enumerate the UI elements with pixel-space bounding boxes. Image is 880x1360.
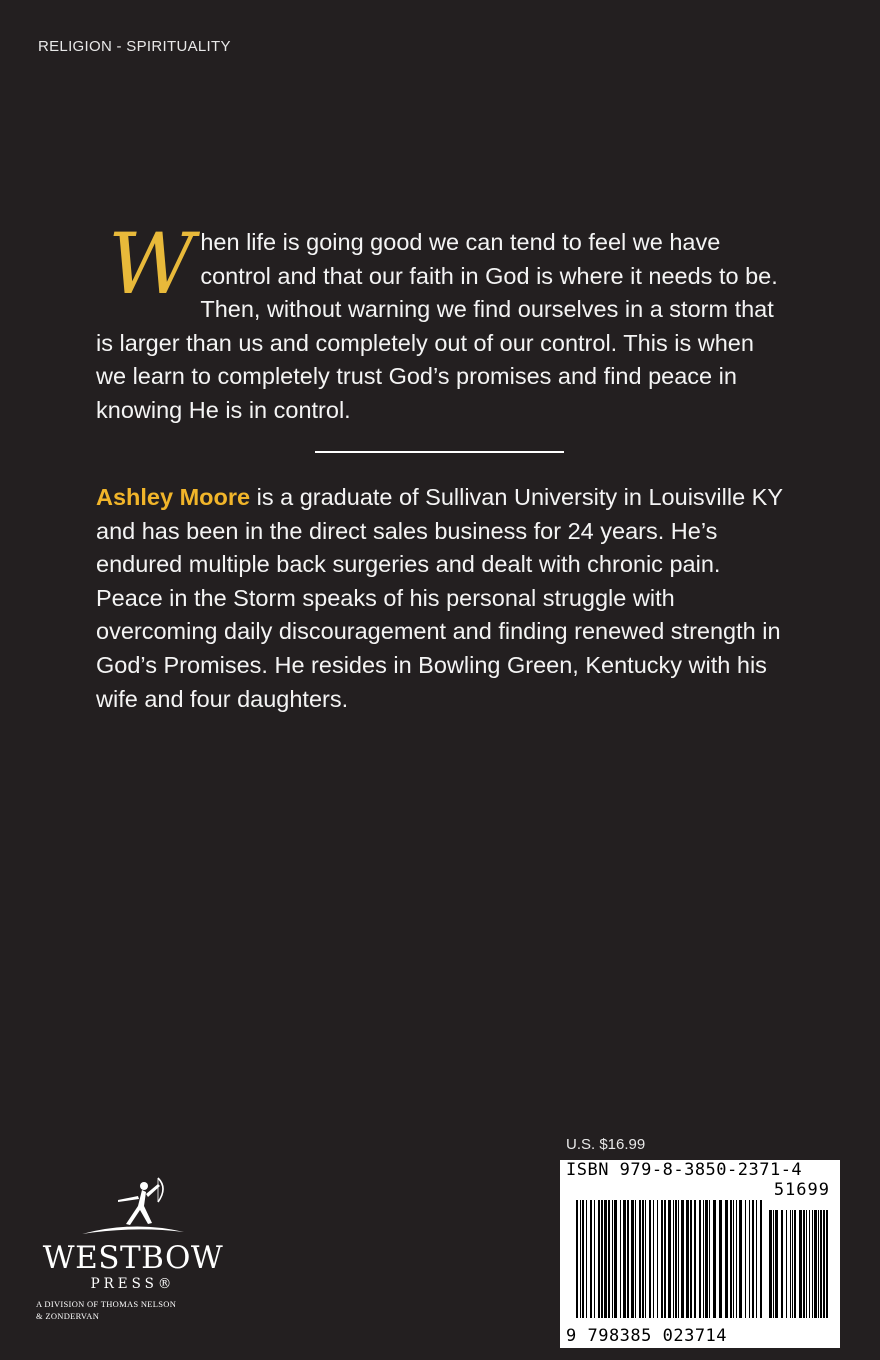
- barcode-bar: [673, 1200, 674, 1318]
- addon-number: 51699: [773, 1180, 830, 1200]
- barcode-bar: [604, 1200, 607, 1318]
- isbn-text: ISBN 979-8-3850-2371-4: [566, 1160, 803, 1180]
- westbow-archer-logo: [34, 1176, 234, 1242]
- barcode-bar: [590, 1200, 592, 1318]
- barcode-bar: [792, 1210, 793, 1318]
- barcode-bar: [826, 1210, 828, 1318]
- barcode-bar: [661, 1200, 663, 1318]
- barcode-bar: [786, 1210, 787, 1318]
- blurb-text: hen life is going good we can tend to feel we have control and that our faith in God is where it needs to be. Then, without warning we find ourselves in a storm that is larger than us and completely out of our control. This is when we learn to completely trust God’s promises and find peace in knowing He is in control.: [96, 229, 778, 423]
- barcode-bar: [668, 1200, 671, 1318]
- barcode-bar: [775, 1210, 778, 1318]
- publisher-press: PRESS®: [90, 1276, 176, 1292]
- barcode-bar: [653, 1200, 654, 1318]
- barcode-bar: [699, 1200, 701, 1318]
- author-bio: [96, 481, 786, 716]
- publisher-name: WESTBOW: [42, 1240, 224, 1276]
- barcode-bar: [586, 1200, 587, 1318]
- publisher-division: [36, 1298, 230, 1322]
- barcode-bar: [818, 1210, 819, 1318]
- barcode-bar: [620, 1200, 621, 1318]
- barcode-bar: [756, 1200, 757, 1318]
- barcode-bar: [803, 1210, 805, 1318]
- barcode-bar: [681, 1200, 684, 1318]
- drop-cap: W: [108, 215, 195, 313]
- barcode-bar: [814, 1210, 817, 1318]
- barcode-bar: [719, 1200, 722, 1318]
- barcode-bar: [580, 1200, 581, 1318]
- barcode-bar: [612, 1200, 613, 1318]
- barcode-bar: [823, 1210, 825, 1318]
- barcode-bar: [614, 1200, 617, 1318]
- bio-text: is a graduate of Sullivan University in Louisville KY and has been in the direct sales business for 24 years. He’s endured multiple back surgeries and dealt with chronic pain. Peace in the Storm speaks of his personal struggle with overcoming daily discouragement and finding renewed strength in God’s Promises. He resides in Bowling Green, Kentucky with his wife and four daughters.: [96, 484, 783, 712]
- barcode-bar: [675, 1200, 677, 1318]
- barcode-bar: [631, 1200, 634, 1318]
- barcode-bar: [739, 1200, 742, 1318]
- price-label: U.S. $16.99: [566, 1136, 646, 1153]
- barcode-bar: [781, 1210, 783, 1318]
- barcode-bar: [678, 1200, 679, 1318]
- barcode-bars: [576, 1200, 832, 1318]
- barcode-bar: [820, 1210, 822, 1318]
- barcode-bar: [809, 1210, 810, 1318]
- barcode-bar: [623, 1200, 626, 1318]
- division-line-1: A DIVISION OF THOMAS NELSON: [36, 1299, 177, 1309]
- barcode-bar: [649, 1200, 651, 1318]
- barcode-bar: [730, 1200, 732, 1318]
- barcode-bar: [769, 1210, 772, 1318]
- barcode-bar: [799, 1210, 802, 1318]
- barcode-bar: [608, 1200, 610, 1318]
- barcode-bar: [645, 1200, 646, 1318]
- barcode-bar: [705, 1200, 708, 1318]
- barcode-bar: [635, 1200, 636, 1318]
- category-label: RELIGION - SPIRITUALITY: [38, 38, 231, 55]
- barcode-bar: [713, 1200, 716, 1318]
- barcode-bar: [664, 1200, 666, 1318]
- barcode-bar: [745, 1200, 746, 1318]
- author-name: Ashley Moore: [96, 484, 251, 510]
- barcode-digits: 9 798385 023714: [566, 1326, 728, 1346]
- section-divider: [315, 451, 564, 453]
- barcode-bar: [790, 1210, 791, 1318]
- barcode-bar: [657, 1200, 658, 1318]
- barcode-bar: [598, 1200, 600, 1318]
- barcode-bar: [749, 1200, 750, 1318]
- barcode-bar: [773, 1210, 774, 1318]
- barcode-bar: [760, 1200, 762, 1318]
- barcode-bar: [594, 1200, 595, 1318]
- barcode-bar: [806, 1210, 807, 1318]
- barcode-bar: [709, 1200, 710, 1318]
- barcode-bar: [576, 1200, 578, 1318]
- barcode-bar: [725, 1200, 728, 1318]
- barcode-bar: [812, 1210, 813, 1318]
- barcode-bar: [694, 1200, 696, 1318]
- barcode-bar: [690, 1200, 692, 1318]
- barcode-bar: [627, 1200, 629, 1318]
- barcode-bar: [703, 1200, 704, 1318]
- division-line-2: & ZONDERVAN: [36, 1311, 100, 1321]
- isbn-barcode: [560, 1160, 840, 1348]
- barcode-bar: [686, 1200, 689, 1318]
- barcode-bar: [752, 1200, 754, 1318]
- barcode-bar: [733, 1200, 734, 1318]
- barcode-bar: [639, 1200, 641, 1318]
- barcode-bar: [601, 1200, 603, 1318]
- barcode-bar: [642, 1200, 644, 1318]
- barcode-bar: [736, 1200, 737, 1318]
- barcode-bar: [582, 1200, 584, 1318]
- barcode-bar: [794, 1210, 796, 1318]
- back-cover-blurb: [96, 215, 786, 428]
